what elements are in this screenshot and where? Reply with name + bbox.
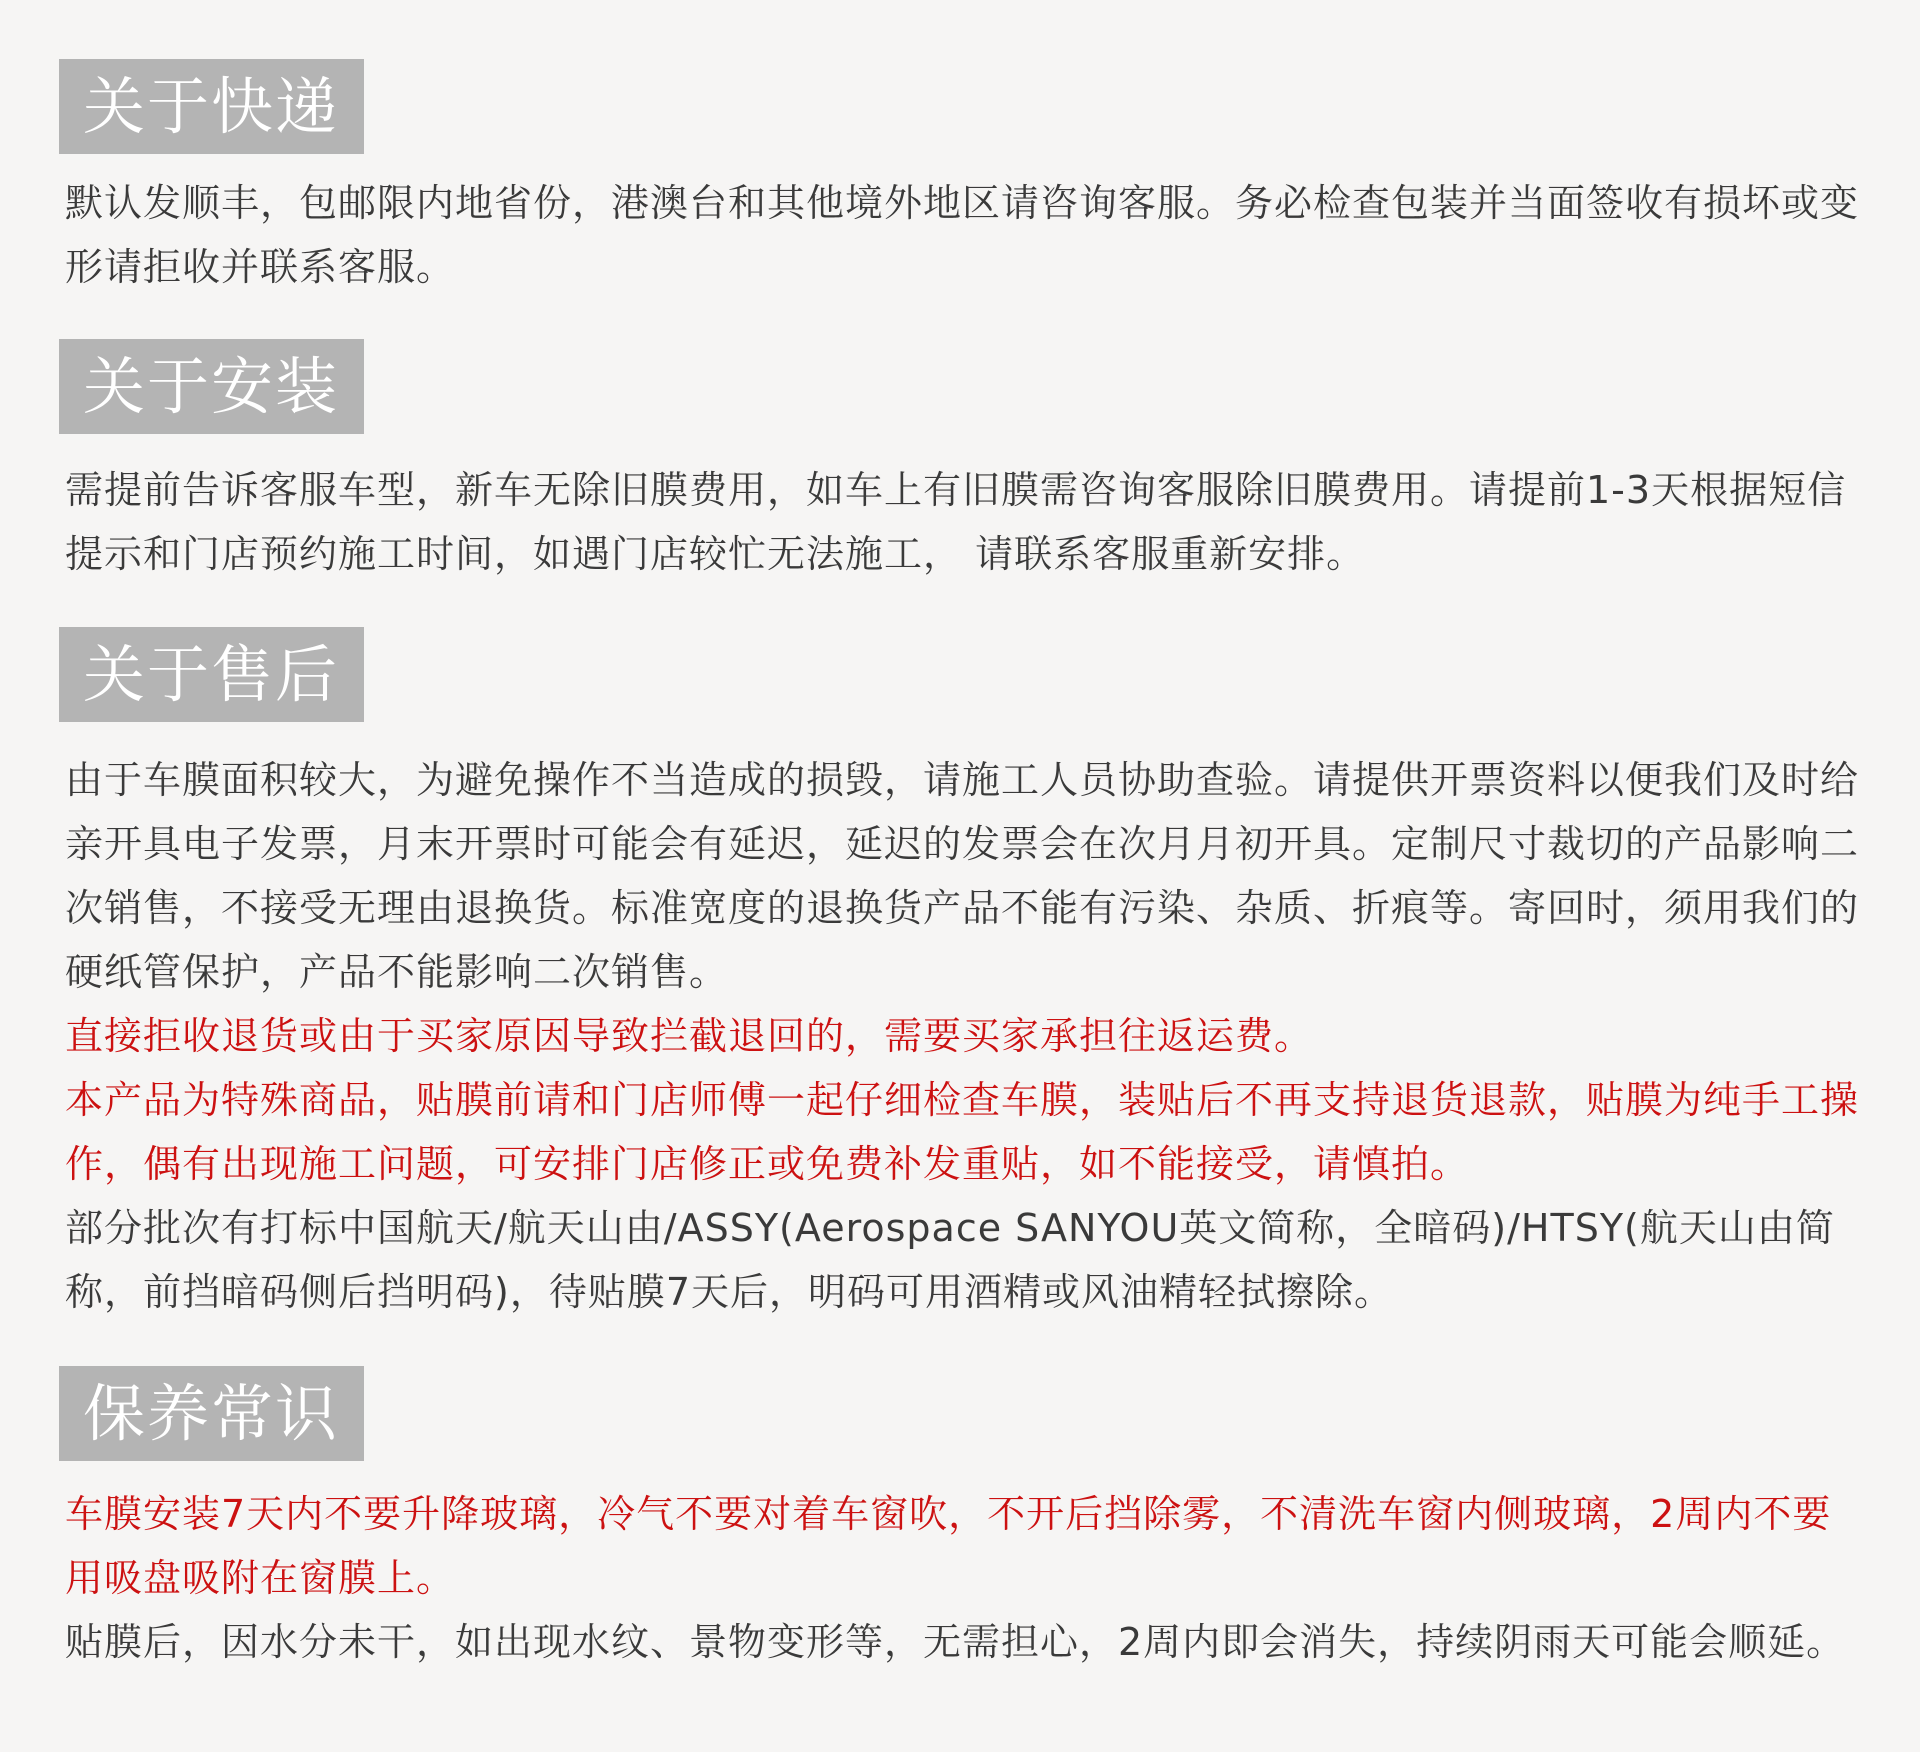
section-heading-after-sales: 关于售后	[59, 627, 364, 722]
installation-paragraph: 需提前告诉客服车型，新车无除旧膜费用，如车上有旧膜需咨询客服除旧膜费用。请提前1-3天根据短信提示和门店预约施工时间，如遇门店较忙无法施工， 请联系客服重新安排。	[65, 468, 1847, 576]
section-heading-maintenance: 保养常识	[59, 1366, 364, 1461]
section-heading-installation: 关于安装	[59, 339, 364, 434]
after-sales-paragraph: 由于车膜面积较大，为避免操作不当造成的损毁，请施工人员协助查验。请提供开票资料以便我们及时给亲开具电子发票，月末开票时可能会有延迟，延迟的发票会在次月月初开具。定制尺寸裁切的产品影响二次销售，不接受无理由退换货。标准宽度的退换货产品不能有污染、杂质、折痕等。寄回时，须用我们的硬纸管保护，产品不能影响二次销售。	[65, 758, 1860, 994]
shipping-paragraph: 默认发顺丰，包邮限内地省份，港澳台和其他境外地区请咨询客服。务必检查包装并当面签收有损坏或变形请拒收并联系客服。	[65, 181, 1860, 289]
after-sales-return-shipping-warning: 直接拒收退货或由于买家原因导致拦截退回的，需要买家承担往返运费。	[65, 1014, 1314, 1058]
after-sales-special-product-warning: 本产品为特殊商品，贴膜前请和门店师傅一起仔细检查车膜，装贴后不再支持退货退款，贴膜为纯手工操作，偶有出现施工问题，可安排门店修正或免费补发重贴，如不能接受，请慎拍。	[65, 1078, 1860, 1186]
after-sales-marking-note: 部分批次有打标中国航天/航天山由/ASSY(Aerospace SANYOU英文简称，全暗码)/HTSY(航天山由简称，前挡暗码侧后挡明码)，待贴膜7天后，明码可用酒精或风油精轻拭擦除。	[65, 1206, 1835, 1314]
maintenance-note: 贴膜后，因水分未干，如出现水纹、景物变形等，无需担心，2周内即会消失，持续阴雨天可能会顺延。	[65, 1620, 1846, 1664]
section-heading-shipping: 关于快递	[59, 59, 364, 154]
maintenance-warning: 车膜安装7天内不要升降玻璃，冷气不要对着车窗吹，不开后挡除雾，不清洗车窗内侧玻璃，2周内不要用吸盘吸附在窗膜上。	[65, 1492, 1832, 1600]
